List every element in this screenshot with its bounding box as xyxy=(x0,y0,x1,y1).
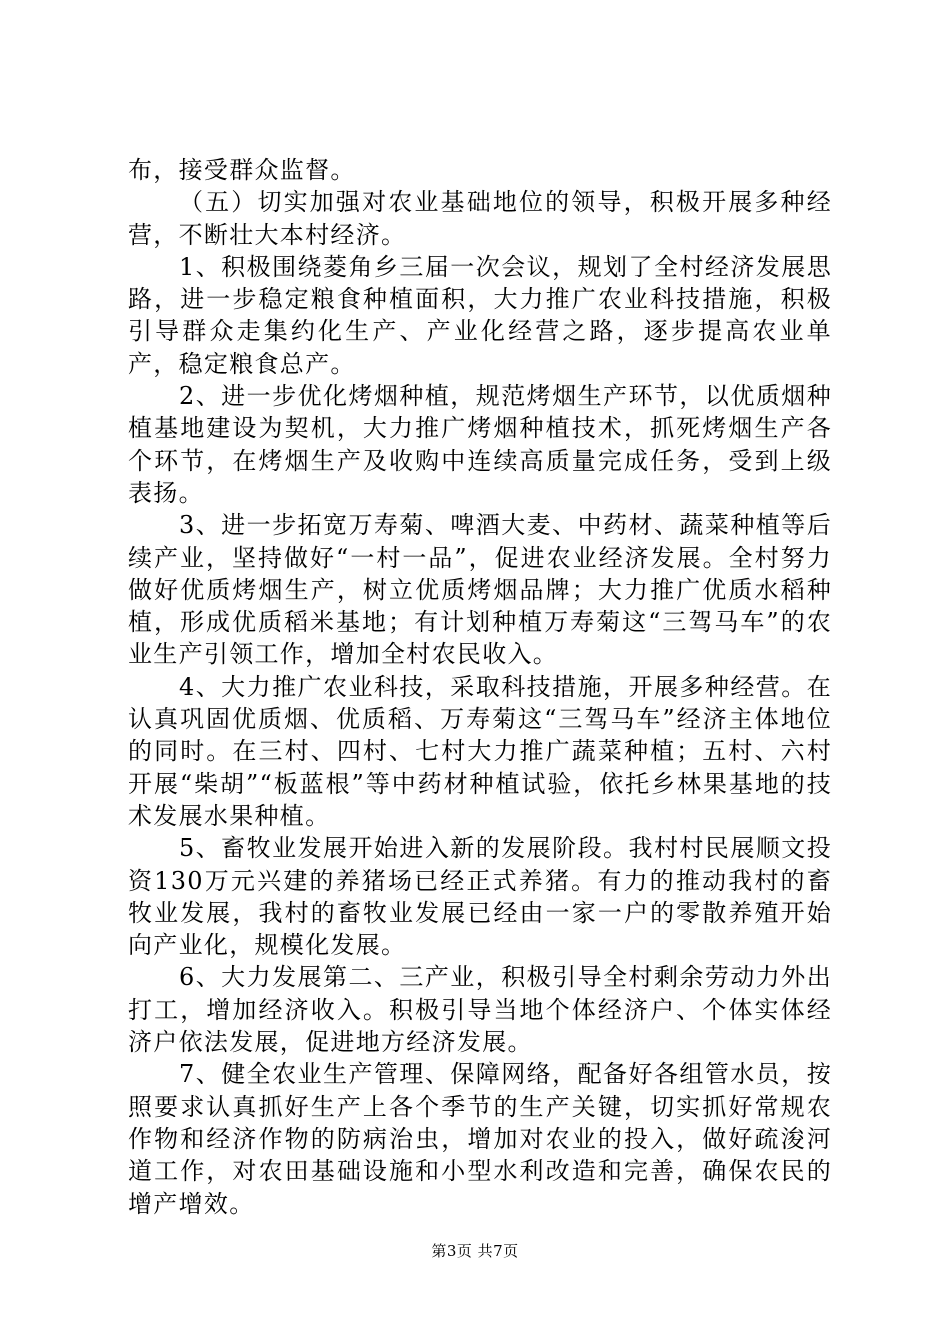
paragraph-3: 1、积极围绕菱角乡三届一次会议，规划了全村经济发展思路，进一步稳定粮食种植面积，大力推广农业科技措施，积极引导群众走集约化生产、产业化经营之路，逐步提高农业单产，稳定粮食总产。 xyxy=(128,252,832,378)
paragraph-6: 4、大力推广农业科技，采取科技措施，开展多种经营。在认真巩固优质烟、优质稻、万寿菊这“三驾马车”经济主体地位的同时。在三村、四村、七村大力推广蔬菜种植；五村、六村开展“柴胡”“板蓝根”等中药材种植试验，依托乡林果基地的技术发展水果种植。 xyxy=(128,672,832,830)
paragraph-4: 2、进一步优化烤烟种植，规范烤烟生产环节，以优质烟种植基地建设为契机，大力推广烤烟种植技术，抓死烤烟生产各个环节，在烤烟生产及收购中连续高质量完成任务，受到上级表扬。 xyxy=(128,382,832,507)
document-body xyxy=(128,154,832,1220)
paragraph-7: 5、畜牧业发展开始进入新的发展阶段。我村村民展顺文投资130万元兴建的养猪场已经正式养猪。有力的推动我村的畜牧业发展，我村的畜牧业发展已经由一家一户的零散养殖开始向产业化，规模化发展。 xyxy=(128,834,832,960)
paragraph-8: 6、大力发展第二、三产业，积极引导全村剩余劳动力外出打工，增加经济收入。积极引导当地个体经济户、个体实体经济户依法发展，促进地方经济发展。 xyxy=(128,963,832,1057)
paragraph-1: 布，接受群众监督。 xyxy=(128,156,356,184)
paragraph-2: （五）切实加强对农业基础地位的领导，积极开展多种经营，不断壮大本村经济。 xyxy=(128,188,832,249)
paragraph-9: 7、健全农业生产管理、保障网络，配备好各组管水员，按照要求认真抓好生产上各个季节的生产关键，切实抓好常规农作物和经济作物的防病治虫，增加对农业的投入，做好疏浚河道工作，对农田基础设施和小型水利改造和完善，确保农民的增产增效。 xyxy=(128,1060,832,1218)
page-footer: 第3页 共7页 xyxy=(431,1242,519,1260)
paragraph-5: 3、进一步拓宽万寿菊、啤酒大麦、中药材、蔬菜种植等后续产业，坚持做好“一村一品”，促进农业经济发展。全村努力做好优质烤烟生产，树立优质烤烟品牌；大力推广优质水稻种植，形成优质稻米基地；有计划种植万寿菊这“三驾马车”的农业生产引领工作，增加全村农民收入。 xyxy=(128,511,832,669)
